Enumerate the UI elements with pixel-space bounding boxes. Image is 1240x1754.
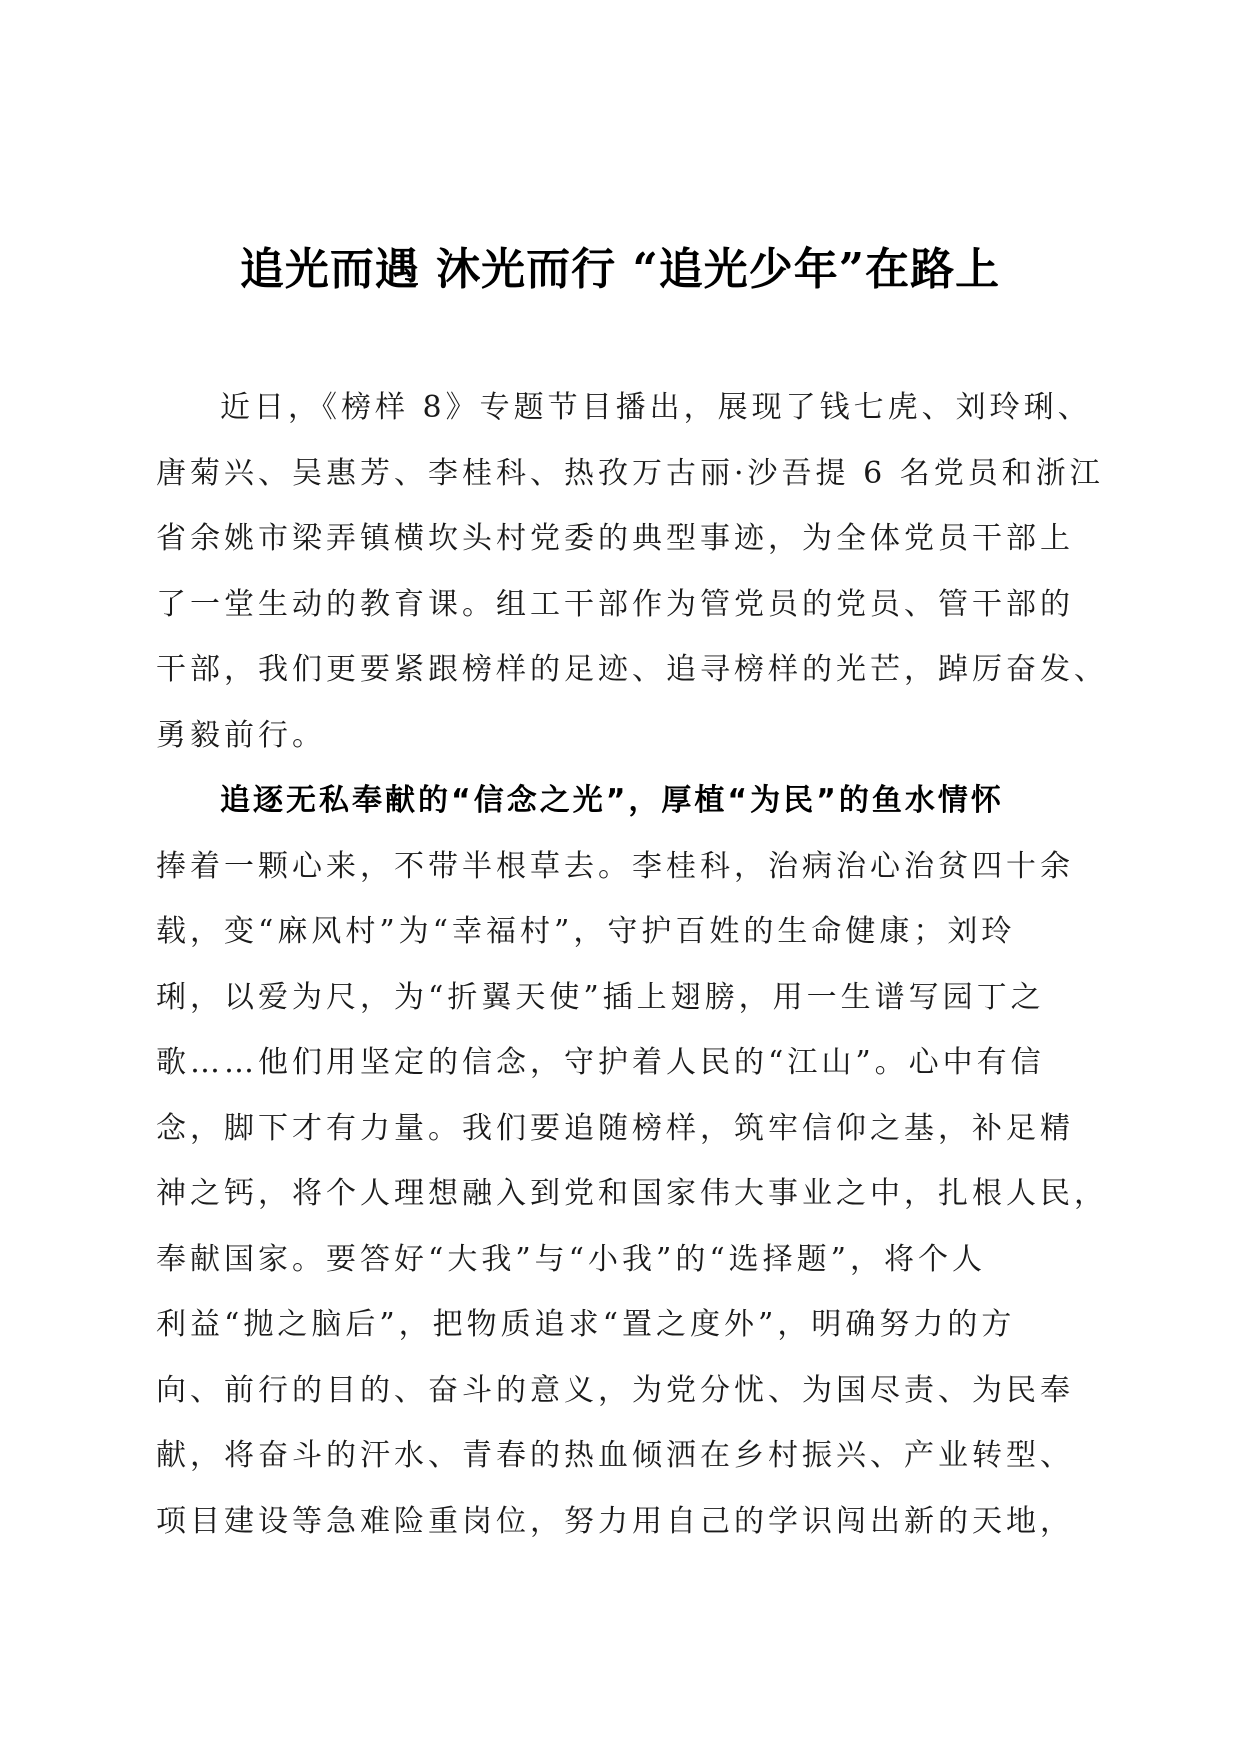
paragraph-line: 神之钙，将个人理想融入到党和国家伟大事业之中，扎根人民，: [156, 1176, 1108, 1211]
paragraph-line: 利益“抛之脑后”，把物质追求“置之度外”，明确努力的方: [156, 1307, 1016, 1342]
article-title: 追光而遇 沐光而行 “追光少年”在路上: [239, 244, 1001, 295]
paragraph-line: 向、前行的目的、奋斗的意义，为党分忧、为国尽责、为民奉: [156, 1372, 1074, 1408]
paragraph-line: 琍，以爱为尺，为“折翼天使”插上翅膀，用一生谱写园丁之: [156, 979, 1045, 1015]
paragraph-line: 唐菊兴、吴惠芳、李桂科、热孜万古丽·沙吾提 6 名党员和浙江: [156, 455, 1104, 491]
paragraph-line: 载，变“麻风村”为“幸福村”，守护百姓的生命健康；刘玲: [156, 914, 1016, 949]
paragraph-line: 奉献国家。要答好“大我”与“小我”的“选择题”，将个人: [156, 1241, 987, 1277]
article-body: [156, 375, 1108, 1554]
paragraph-line: 省余姚市梁弄镇横坎头村党委的典型事迹，为全体党员干部上: [156, 521, 1074, 556]
paragraph-line: 干部，我们更要紧跟榜样的足迹、追寻榜样的光芒，踔厉奋发、: [156, 652, 1108, 687]
paragraph-line: 献，将奋斗的汗水、青春的热血倾洒在乡村振兴、产业转型、: [156, 1438, 1074, 1473]
paragraph-line: 了一堂生动的教育课。组工干部作为管党员的党员、管干部的: [156, 586, 1074, 622]
paragraph-line: 近日，《榜样 8》专题节目播出，展现了钱七虎、刘玲琍、: [220, 390, 1092, 425]
paragraph-line: 歌……他们用坚定的信念，守护着人民的“江山”。心中有信: [156, 1045, 1045, 1080]
paragraph-line: 捧着一颗心来，不带半根草去。李桂科，治病治心治贫四十余: [156, 848, 1074, 884]
section-heading: 追逐无私奉献的“信念之光”，厚植“为民”的鱼水情怀: [220, 783, 1004, 818]
paragraph-line: 项目建设等急难险重岗位，努力用自己的学识闯出新的天地，: [156, 1503, 1074, 1539]
paragraph-line: 念，脚下才有力量。我们要追随榜样，筑牢信仰之基，补足精: [156, 1110, 1074, 1146]
paragraph-line: 勇毅前行。: [156, 717, 326, 753]
